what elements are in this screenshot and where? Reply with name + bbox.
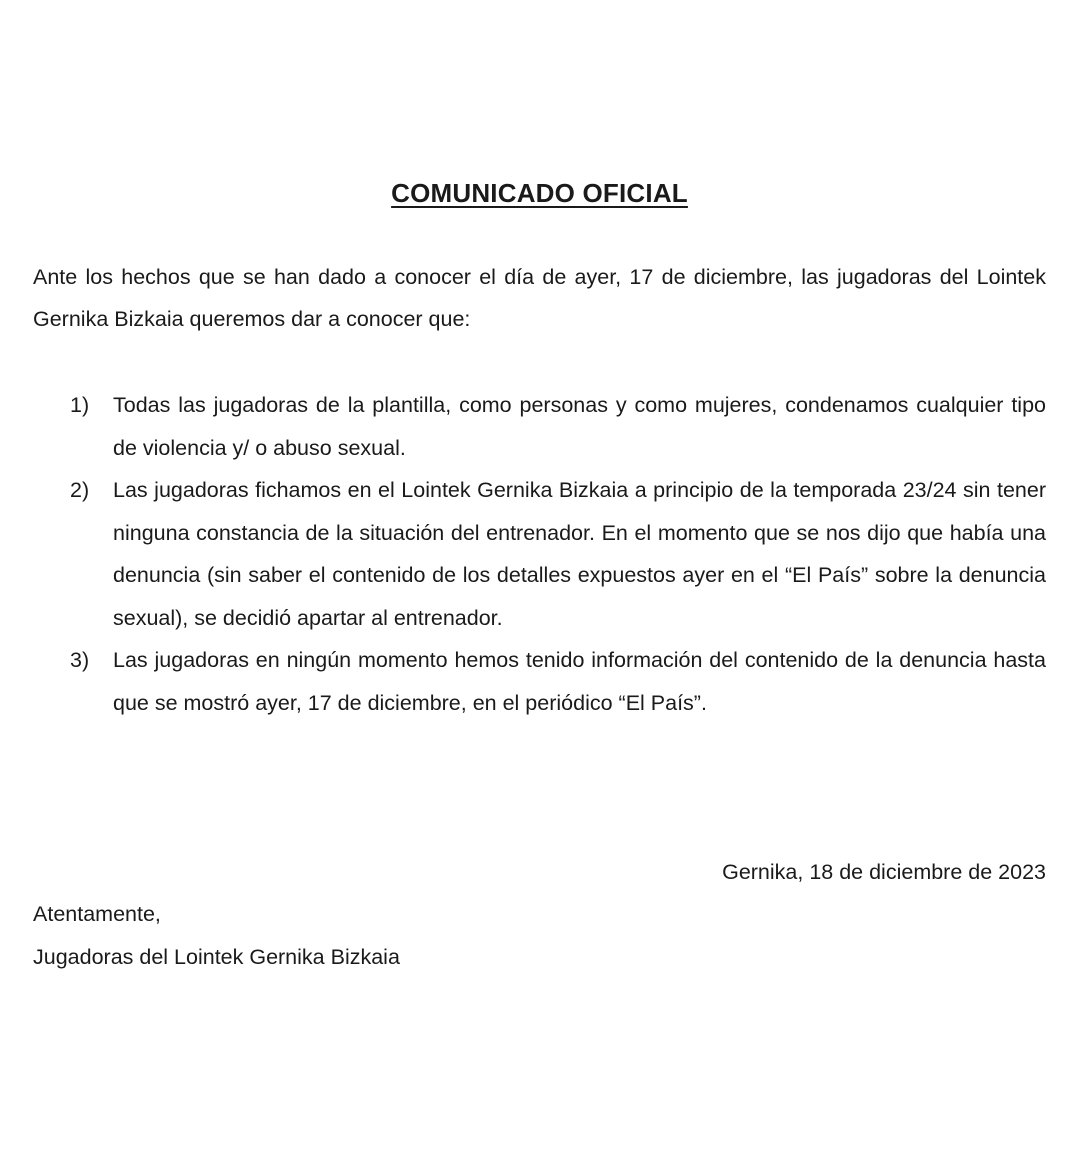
closing-block	[33, 893, 400, 979]
list-item-text: Todas las jugadoras de la plantilla, como personas y como mujeres, condenamos cualquier tipo de violencia y/ o abuso sexual.	[113, 393, 1046, 460]
list-item-number: 1)	[70, 393, 90, 417]
list-item	[70, 469, 1046, 639]
place-date: Gernika, 18 de diciembre de 2023	[722, 860, 1046, 884]
list-item	[70, 384, 1046, 469]
list-item-text: Las jugadoras en ningún momento hemos tenido información del contenido de la denuncia hasta que se mostró ayer, 17 de diciembre, en el periódico “El País”.	[113, 648, 1046, 715]
numbered-list	[70, 384, 1046, 724]
signature: Jugadoras del Lointek Gernika Bizkaia	[33, 945, 400, 969]
list-item-text: Las jugadoras fichamos en el Lointek Gernika Bizkaia a principio de la temporada 23/24 sin tener ninguna constancia de la situación del entrenador. En el momento que se nos dijo que había una denuncia (sin saber el contenido de los detalles expuestos ayer en el “El País” sobre la denuncia sexual), se decidió apartar al entrenador.	[113, 478, 1046, 630]
intro-paragraph: Ante los hechos que se han dado a conocer el día de ayer, 17 de diciembre, las jugadoras del Lointek Gernika Bizkaia queremos dar a conocer que:	[33, 265, 1046, 331]
list-item-number: 3)	[70, 648, 90, 672]
document-title-text: COMUNICADO OFICIAL	[391, 178, 688, 208]
list-item-number: 2)	[70, 478, 90, 502]
document-title	[0, 178, 1079, 209]
closing-salutation: Atentamente,	[33, 902, 161, 926]
list-item	[70, 639, 1046, 724]
